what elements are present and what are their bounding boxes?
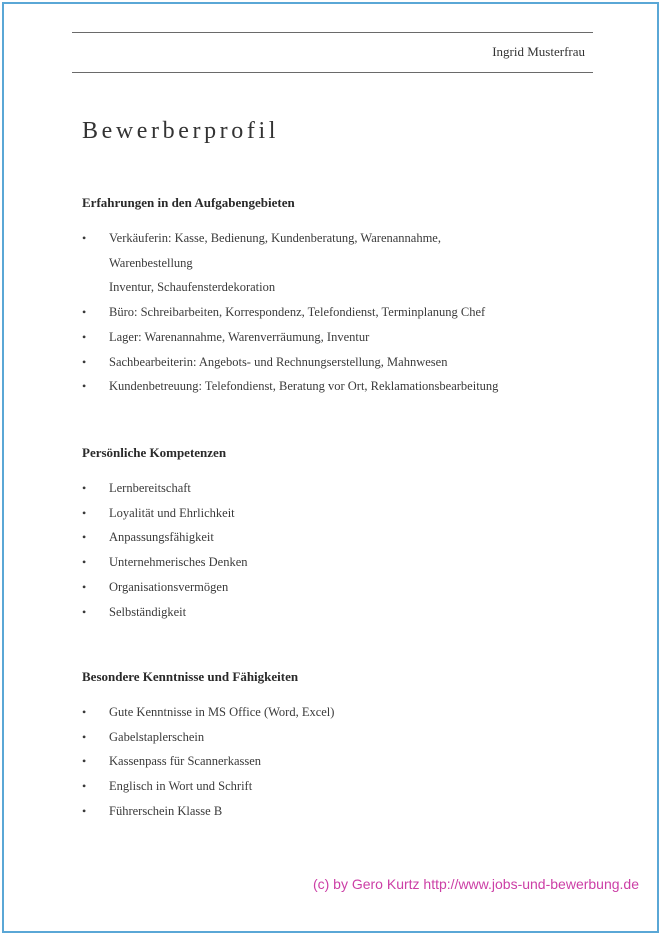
list-item [82,600,592,625]
list-item-text: Gute Kenntnisse in MS Office (Word, Excel) [109,705,335,719]
list-item [82,575,592,600]
list-item-text: Unternehmerisches Denken [109,555,248,570]
bullet-list [82,226,592,399]
list-item-text: Englisch in Wort und Schrift [109,779,253,794]
list-item-text: Kundenbetreuung: Telefondienst, Beratung vor Ort, Reklamationsbearbeitung [109,379,499,394]
bullet-icon: • [82,530,87,545]
bullet-icon: • [82,379,87,394]
list-item [82,525,592,550]
bullet-icon: • [82,305,87,320]
list-item-text: Lernbereitschaft [109,481,191,495]
list-item [82,725,592,750]
bullet-icon: • [82,754,87,769]
list-item-text: Anpassungsfähigkeit [109,530,214,545]
list-item-text: Führerschein Klasse B [109,803,223,818]
footer-credit: (c) by Gero Kurtz http://www.jobs-und-bewerbung.de [312,876,639,892]
section-heading: Erfahrungen in den Aufgabengebieten [82,195,295,210]
bullet-icon: • [82,231,87,245]
bullet-icon: • [82,555,87,570]
list-item [82,774,592,799]
list-item-text: Inventur, Schaufensterdekoration [109,280,276,295]
list-item [82,374,592,399]
list-item-text: Verkäuferin: Kasse, Bedienung, Kundenberatung, Warenannahme, [109,231,441,245]
bullet-icon: • [82,779,87,794]
page-title: Bewerberprofil [82,118,280,144]
list-item-text: Büro: Schreibarbeiten, Korrespondenz, Telefondienst, Terminplanung Chef [109,305,486,320]
bullet-icon: • [82,505,87,520]
list-item-text: Sachbearbeiterin: Angebots- und Rechnungserstellung, Mahnwesen [109,354,448,369]
bullet-icon: • [82,481,87,495]
list-item [82,325,592,350]
list-item [82,226,592,300]
list-item-text: Loyalität und Ehrlichkeit [109,505,235,520]
bullet-icon: • [82,803,87,818]
list-item [82,300,592,325]
section-experience [82,194,592,399]
section-competencies [82,444,592,624]
list-item-text: Organisationsvermögen [109,579,229,594]
bullet-list [82,476,592,624]
list-item [82,476,592,501]
section-heading: Besondere Kenntnisse und Fähigkeiten [82,669,299,684]
bullet-icon: • [82,329,87,344]
list-item-text: Warenbestellung [109,255,193,270]
header-name: Ingrid Musterfrau [492,44,585,59]
bullet-icon: • [82,729,87,744]
header-rule-bottom [72,72,593,73]
section-heading: Persönliche Kompetenzen [82,445,227,460]
bullet-icon: • [82,354,87,369]
header-rule-top [72,32,593,33]
list-item-text: Lager: Warenannahme, Warenverräumung, Inventur [109,329,370,344]
bullet-list [82,700,592,824]
section-skills [82,668,592,824]
list-item-text: Gabelstaplerschein [109,729,205,744]
bullet-icon: • [82,579,87,594]
list-item [82,749,592,774]
list-item [82,501,592,526]
list-item-text: Selbständigkeit [109,604,187,619]
bullet-icon: • [82,604,87,619]
list-item [82,799,592,824]
list-item [82,550,592,575]
list-item [82,350,592,375]
bullet-icon: • [82,705,87,719]
list-item-text: Kassenpass für Scannerkassen [109,754,262,769]
list-item [82,700,592,725]
